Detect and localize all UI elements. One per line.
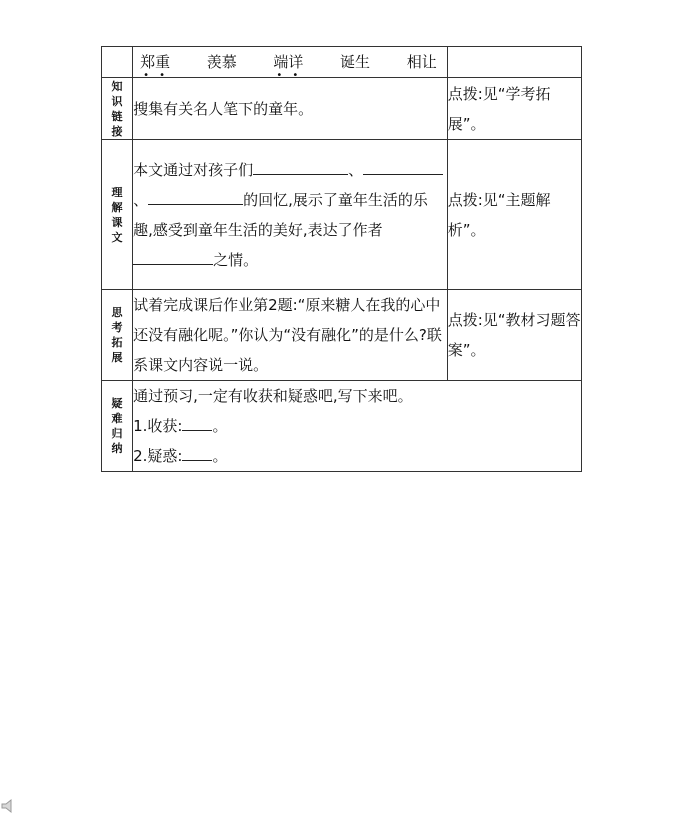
tip-text: 点拨:见“教材习题答案”。 [447, 290, 581, 381]
task-text: 试着完成课后作业第2题:“原来糖人在我的心中还没有融化呢。”你认为“没有融化”的是什么?联系课文内容说一说。 [133, 290, 448, 381]
preview-table [101, 46, 582, 472]
vocab-word: 端详 • • [273, 53, 304, 81]
vocabulary-cell [133, 47, 448, 81]
empty-cell [102, 47, 133, 78]
think-expand-row [102, 290, 582, 381]
task-text [133, 381, 582, 472]
vocab-word: 诞生 [340, 53, 371, 71]
answer-blank[interactable] [133, 246, 213, 265]
task-text: 本文通过对孩子们 、、 的回忆,展示了童年生活的乐趣,感受到童年生活的美好,表达了作者之情。 [133, 140, 448, 290]
empty-cell [447, 47, 581, 78]
answer-blank[interactable] [182, 412, 212, 431]
vocab-word: 羡慕 [206, 53, 237, 71]
instruction-line: 通过预习,一定有收获和疑惑吧,写下来吧。 [133, 387, 413, 405]
row-header: 疑 难 归 纳 [102, 381, 133, 472]
answer-blank[interactable] [148, 186, 243, 205]
vocabulary-row [102, 47, 582, 78]
doubts-line: 2.疑惑: 。 [133, 441, 581, 471]
task-text: 搜集有关名人笔下的童年。 [133, 78, 448, 140]
row-header: 思 考 拓 展 [102, 290, 133, 381]
row-header: 知 识 链 接 [102, 78, 133, 140]
knowledge-link-row [102, 78, 582, 140]
speaker-icon[interactable] [0, 797, 18, 815]
row-header: 理 解 课 文 [102, 140, 133, 290]
understand-text-row [102, 140, 582, 290]
tip-text: 点拨:见“主题解析”。 [447, 140, 581, 290]
tip-text: 点拨:见“学考拓展”。 [447, 78, 581, 140]
gains-line: 1.收获: 。 [133, 411, 581, 441]
vocab-word: 相让 [406, 53, 437, 71]
answer-blank[interactable] [253, 156, 348, 175]
answer-blank[interactable] [363, 156, 443, 175]
difficulty-summary-row [102, 381, 582, 472]
vocab-word: 郑重 • • [140, 53, 171, 81]
answer-blank[interactable] [182, 442, 212, 461]
